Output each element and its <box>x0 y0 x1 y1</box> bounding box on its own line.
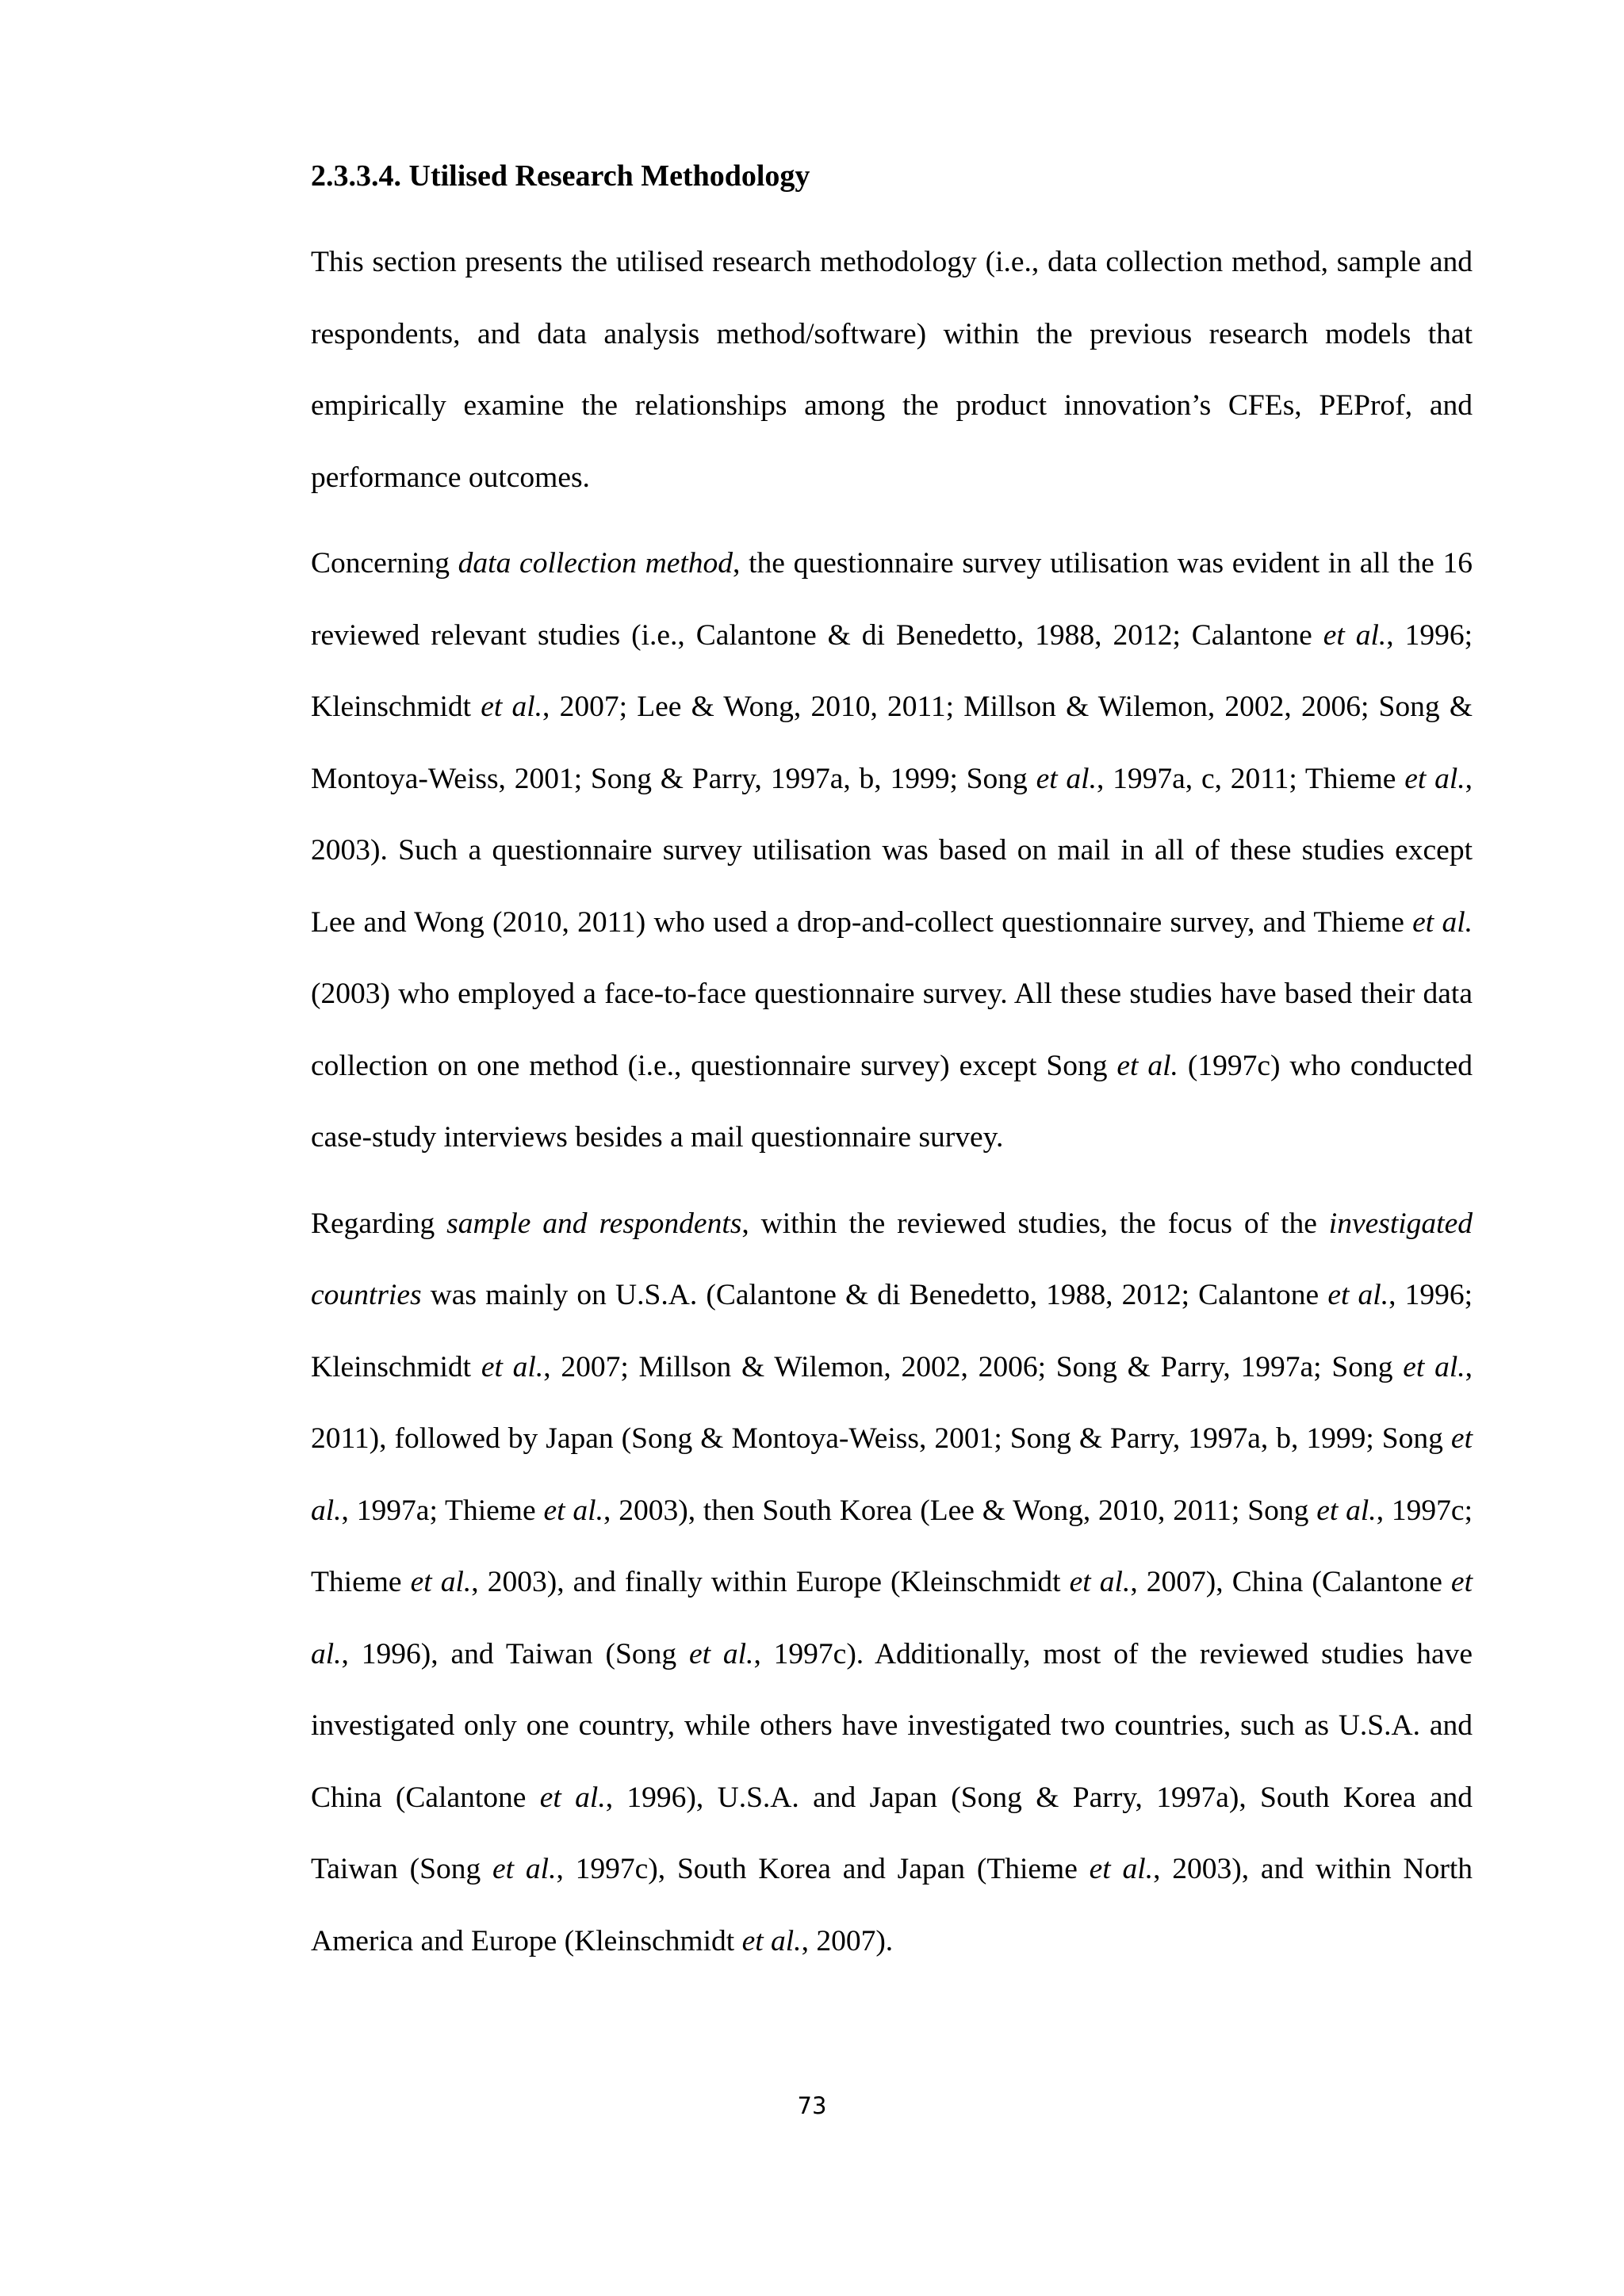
text-run: , 1997c). Additionally, most of the reviewed studies have investigated only one country, while others have investigated two countries, such as U.S.A. and China (Calantone <box>311 1637 1473 1814</box>
italic-run: et al. <box>1036 762 1097 795</box>
text-run: , 1997c; Thieme <box>311 1494 1473 1598</box>
text-run: , 1996; Kleinschmidt <box>311 618 1473 723</box>
italic-run: et al. <box>1316 1494 1377 1527</box>
italic-run: et al. <box>1404 762 1465 795</box>
italic-run: sample and respondents <box>446 1207 742 1240</box>
page-content <box>311 155 1473 1992</box>
paragraph-sample-and-respondents <box>311 1188 1473 1978</box>
text-run: , 2003), then South Korea (Lee & Wong, 2010, 2011; Song <box>603 1494 1317 1527</box>
section-heading: 2.3.3.4. Utilised Research Methodology <box>311 159 810 193</box>
text-run: , 1997a; Thieme <box>341 1494 544 1527</box>
text-run: , 1996), U.S.A. and Japan (Song & Parry, 1997a), South Korea and Taiwan (Song <box>311 1781 1473 1885</box>
italic-run: et al. <box>1412 905 1473 939</box>
text-run: , 1996; Kleinschmidt <box>311 1279 1473 1383</box>
italic-run: et al. <box>1116 1049 1178 1082</box>
italic-run: et al. <box>1327 1279 1389 1311</box>
text-run: , 2003), and within North America and Europe (Kleinschmidt <box>311 1853 1473 1957</box>
italic-run: et al. <box>688 1637 754 1670</box>
text-run: Concerning <box>311 547 458 580</box>
italic-run: et al. <box>410 1566 472 1598</box>
paragraph-intro <box>311 227 1473 514</box>
italic-run: et al. <box>311 1422 1473 1527</box>
text-run: , 1997c), South Korea and Japan (Thieme <box>556 1853 1090 1885</box>
italic-run: et al. <box>539 1781 606 1814</box>
text-run: , 2007), China (Calantone <box>1130 1566 1451 1598</box>
text-run: , 2007; Millson & Wilemon, 2002, 2006; Song & Parry, 1997a; Song <box>543 1350 1404 1383</box>
italic-run: et al. <box>311 1566 1473 1670</box>
text-run: , 2003), and finally within Europe (Kleinschmidt <box>471 1566 1070 1598</box>
italic-run: et al. <box>481 1350 544 1383</box>
text-run: , the questionnaire survey utilisation was evident in all the 16 reviewed relevant studies (i.e., Calantone & di Benedetto, 1988, 2012; Calantone <box>311 547 1473 652</box>
text-run: was mainly on U.S.A. (Calantone & di Benedetto, 1988, 2012; Calantone <box>421 1279 1328 1311</box>
italic-run: et al. <box>1323 618 1387 652</box>
text-run: (2003) who employed a face-to-face questionnaire survey. All these studies have based their data collection on one method (i.e., questionnaire survey) except Song <box>311 978 1473 1082</box>
text-run: , 2011), followed by Japan (Song & Montoya-Weiss, 2001; Song & Parry, 1997a, b, 1999; Song <box>311 1350 1473 1455</box>
text-run: , 1997a, c, 2011; Thieme <box>1096 762 1405 795</box>
italic-run: et al. <box>492 1853 557 1885</box>
italic-run: et al. <box>1089 1853 1154 1885</box>
italic-run: investigated countries <box>311 1207 1473 1311</box>
italic-run: et al. <box>481 691 543 723</box>
text-run: , 2007; Lee & Wong, 2010, 2011; Millson & Wilemon, 2002, 2006; Song & Montoya-Weiss, 2001; Song & Parry, 1997a, b, 1999; Song <box>311 691 1473 795</box>
italic-run: et al. <box>1069 1566 1131 1598</box>
italic-run: et al. <box>741 1924 802 1957</box>
text-run: , 1996), and Taiwan (Song <box>341 1637 689 1670</box>
text-run: , 2003). Such a questionnaire survey utilisation was based on mail in all of these studies except Lee and Wong (2010, 2011) who used a drop-and-collect questionnaire survey, and Thieme <box>311 762 1473 939</box>
text-run: , within the reviewed studies, the focus of the <box>741 1207 1329 1240</box>
italic-run: et al. <box>1403 1350 1465 1383</box>
page-number: 73 <box>797 2092 827 2119</box>
paragraph-data-collection-method <box>311 528 1473 1174</box>
text-run: Regarding <box>311 1207 447 1240</box>
text-run: This section presents the utilised research methodology (i.e., data collection method, sample and respondents, and data analysis method/software) within the previous research models that empirically examine the relationships among the product innovation’s CFEs, PEProf, and performance outcomes. <box>311 246 1473 494</box>
text-run: (1997c) who conducted case-study interviews besides a mail questionnaire survey. <box>311 1049 1473 1154</box>
italic-run: et al. <box>543 1494 603 1527</box>
italic-run: data collection method <box>458 547 733 580</box>
text-run: , 2007). <box>801 1924 894 1957</box>
